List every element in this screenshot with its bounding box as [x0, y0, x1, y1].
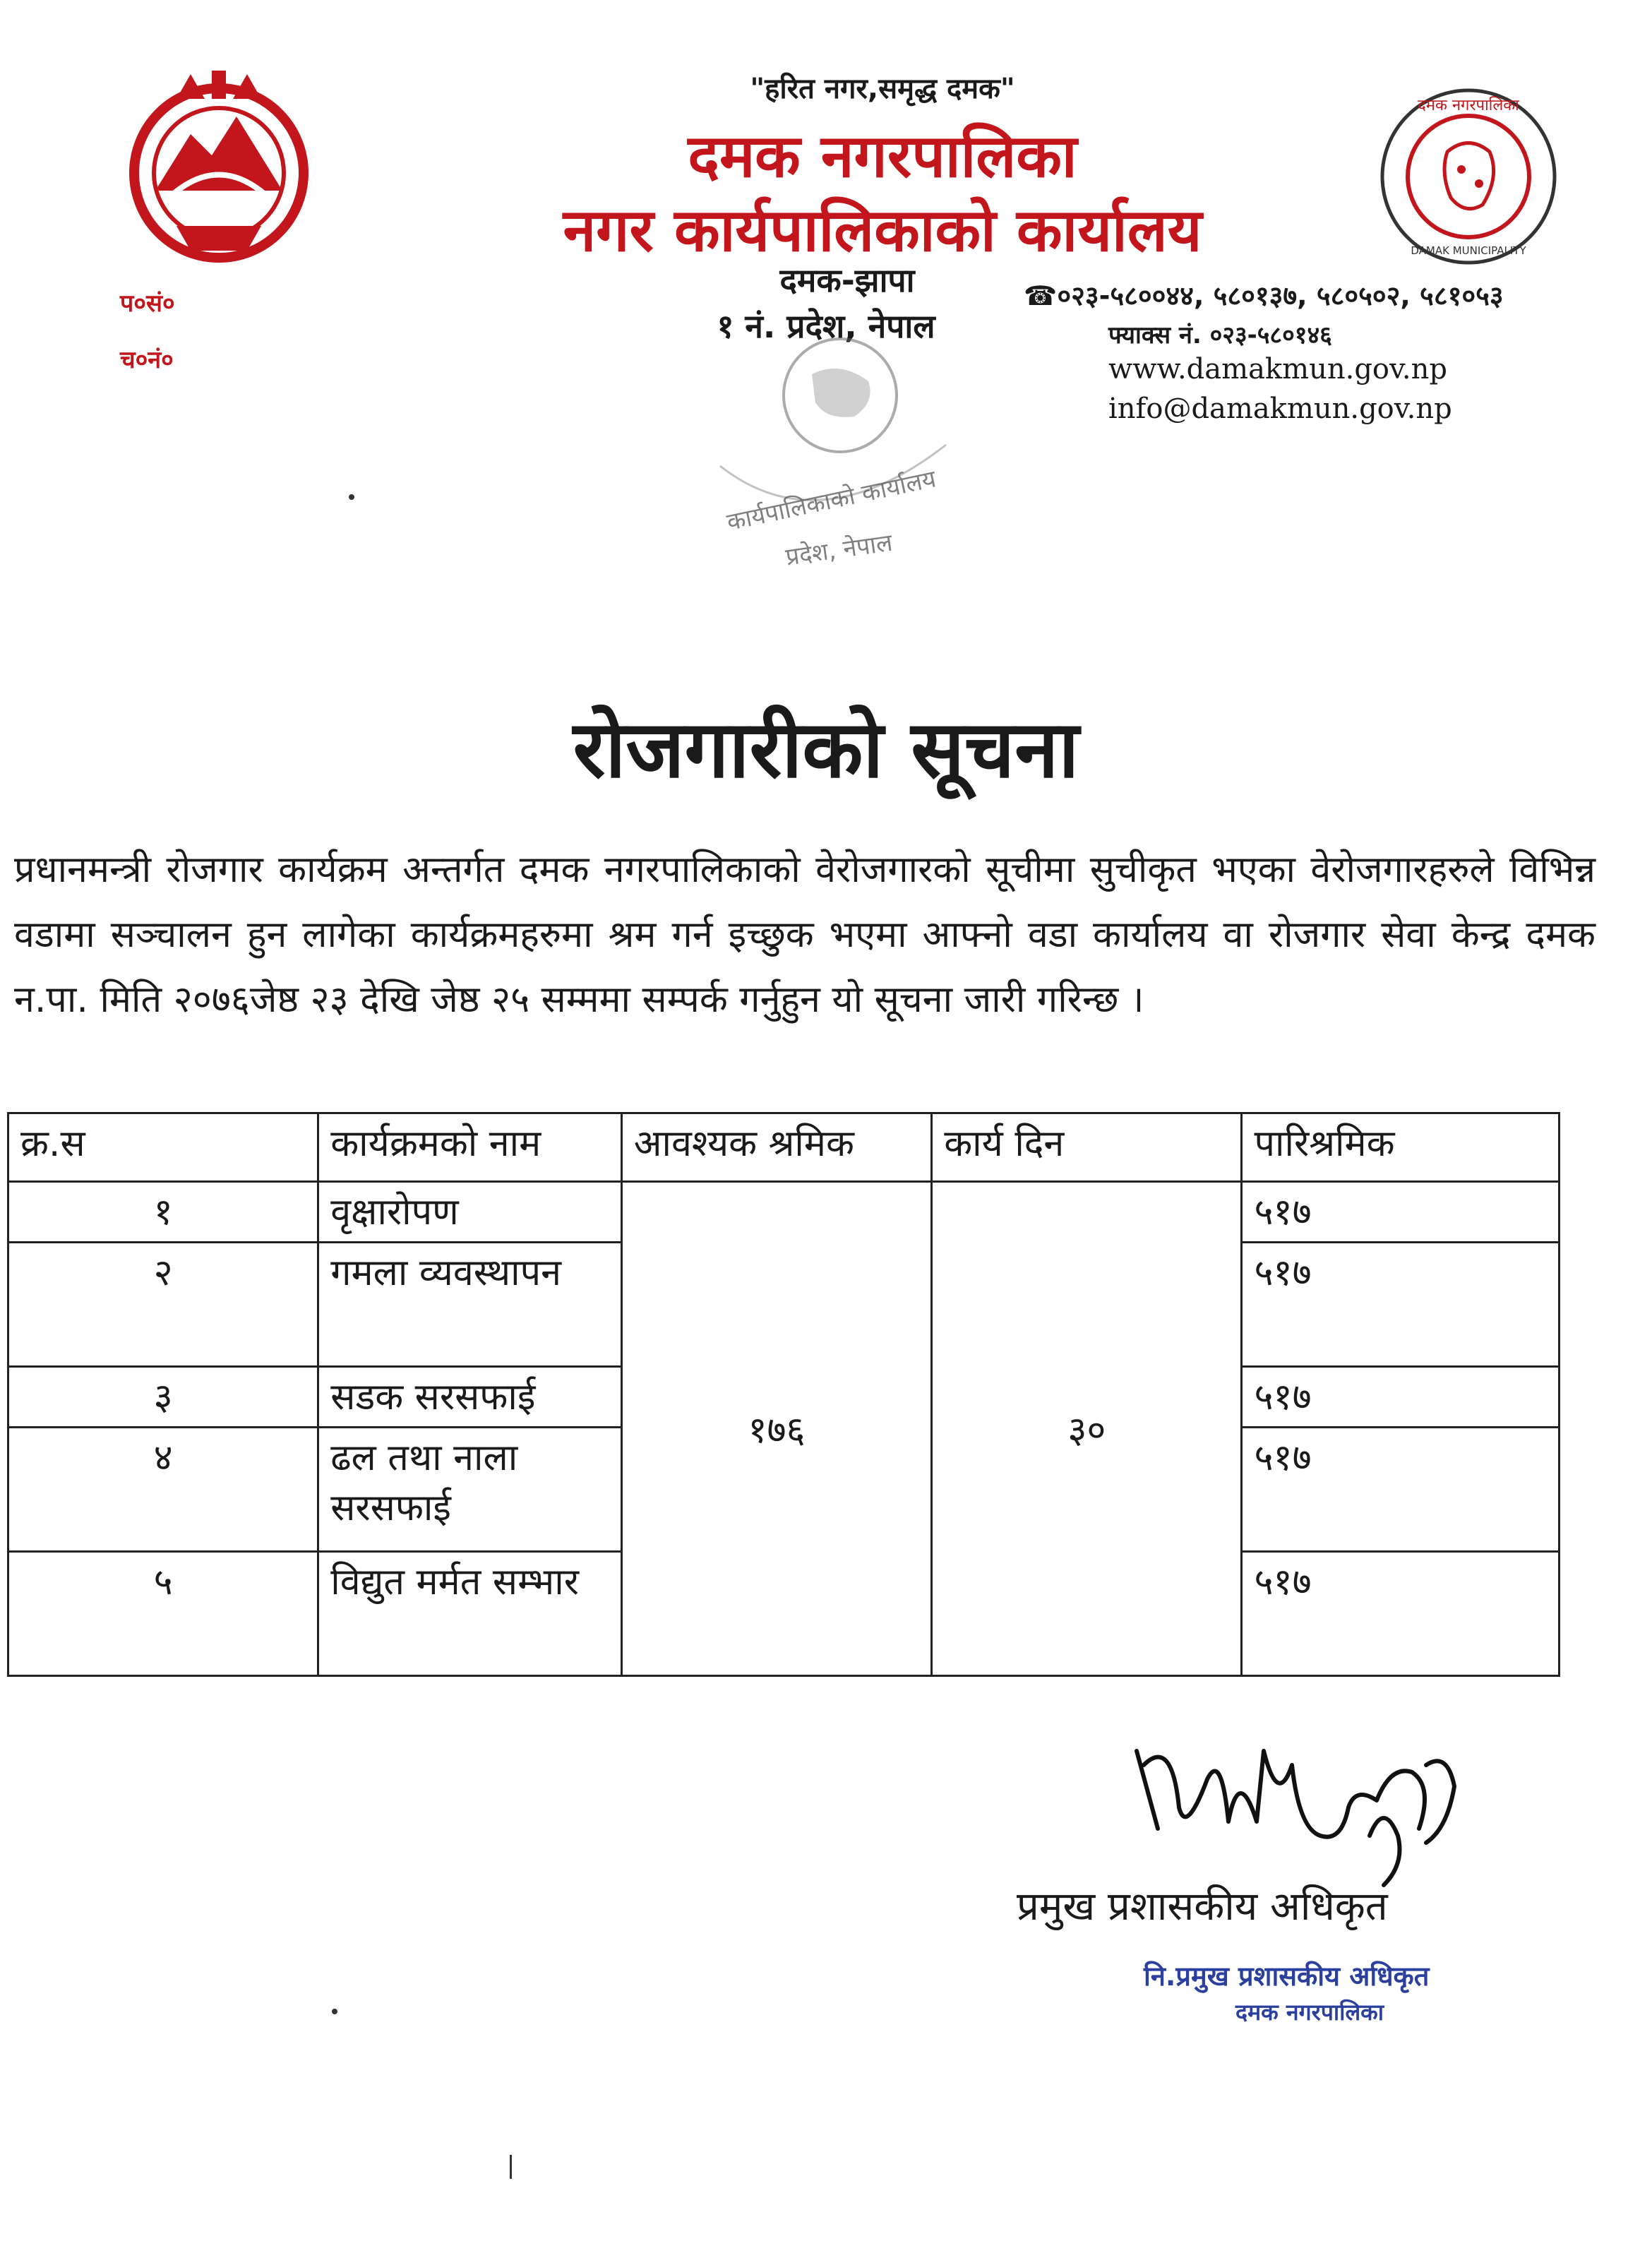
officer-title: प्रमुख प्रशासकीय अधिकृत [1017, 1884, 1388, 1930]
header-workers: आवश्यक श्रमिक [621, 1113, 931, 1182]
cell-wage: ५१७ [1242, 1428, 1560, 1552]
fax-number: फ्याक्स नं. ०२३-५८०१४६ [1108, 321, 1332, 349]
cell-wage: ५१७ [1242, 1552, 1560, 1676]
website-link[interactable]: www.damakmun.gov.np [1108, 353, 1447, 385]
cell-wage: ५१७ [1242, 1182, 1560, 1243]
cell-program: वृक्षारोपण [318, 1182, 622, 1243]
header-wage: पारिश्रमिक [1242, 1113, 1560, 1182]
nepal-government-emblem-icon [106, 49, 332, 275]
officer-stamp-designation: नि.प्रमुख प्रशासकीय अधिकृत [1144, 1961, 1430, 1992]
cell-program: ढल तथा नाला सरसफाई [318, 1428, 622, 1552]
cell-days: ३० [932, 1182, 1242, 1676]
cell-program: सडक सरसफाई [318, 1367, 622, 1428]
notice-body: प्रधानमन्त्री रोजगार कार्यक्रम अन्तर्गत दमक नगरपालिकाको वेरोजगारको सूचीमा सुचीकृत भएका वेरोजगारहरुले विभिन्न वडामा सञ्चालन हुन लागेका कार्यक्रमहरुमा श्रम गर्न इच्छुक भएमा आफ्नो वडा कार्यालय वा रोजगार सेवा केन्द्र दमक न.पा. मिति २०७६जेष्ठ २३ देखि जेष्ठ २५ सम्ममा सम्पर्क गर्नुहुन यो सूचना जारी गरिन्छ । [14, 849, 1596, 1021]
cell-program: गमला व्यवस्थापन [318, 1243, 622, 1367]
slogan: "हरित नगर,समृद्ध दमक" [750, 73, 1015, 105]
patra-sankhya-label: प०सं० [120, 289, 175, 318]
chalani-number-label: च०नं० [120, 346, 174, 374]
notice-heading: रोजगारीको सूचना [573, 704, 1079, 796]
address-province: १ नं. प्रदेश, नेपाल [717, 307, 935, 345]
cell-wage: ५१७ [1242, 1367, 1560, 1428]
svg-text:कार्यपालिकाको कार्यालय: कार्यपालिकाको कार्यालय [724, 465, 939, 537]
header-sn: क्र.स [8, 1113, 318, 1182]
municipality-title: दमक नगरपालिका [688, 121, 1077, 191]
cell-wage: ५१७ [1242, 1243, 1560, 1367]
address-city: दमक-झापा [779, 261, 915, 299]
speck [332, 2009, 337, 2014]
table-header-row [8, 1113, 1560, 1182]
svg-text:प्रदेश, नेपाल: प्रदेश, नेपाल [784, 528, 894, 572]
cell-program: विद्युत मर्मत सम्भार [318, 1552, 622, 1676]
cell-sn: २ [8, 1243, 318, 1367]
header-days: कार्य दिन [932, 1113, 1242, 1182]
speck [349, 494, 354, 500]
svg-text:DAMAK MUNICIPALITY: DAMAK MUNICIPALITY [1411, 244, 1526, 257]
cell-sn: ५ [8, 1552, 318, 1676]
cell-sn: ३ [8, 1367, 318, 1428]
cell-sn: १ [8, 1182, 318, 1243]
jobs-table [7, 1112, 1560, 1677]
office-title: नगर कार्यपालिकाको कार्यालय [563, 196, 1202, 265]
mark [510, 2155, 512, 2179]
cell-workers: १७६ [621, 1182, 931, 1676]
email-link[interactable]: info@damakmun.gov.np [1108, 393, 1452, 425]
damak-municipality-seal-icon [1377, 85, 1560, 268]
officer-stamp-office: दमक नगरपालिका [1235, 1999, 1384, 2026]
office-stamp-icon [678, 332, 988, 614]
svg-text:दमक नगरपालिका: दमक नगरपालिका [1418, 97, 1519, 114]
phone-numbers: ☎०२३-५८००४४, ५८०१३७, ५८०५०२, ५८१०५३ [1024, 280, 1504, 311]
header-program: कार्यक्रमको नाम [318, 1113, 622, 1182]
table-row [8, 1182, 1560, 1243]
cell-sn: ४ [8, 1428, 318, 1552]
